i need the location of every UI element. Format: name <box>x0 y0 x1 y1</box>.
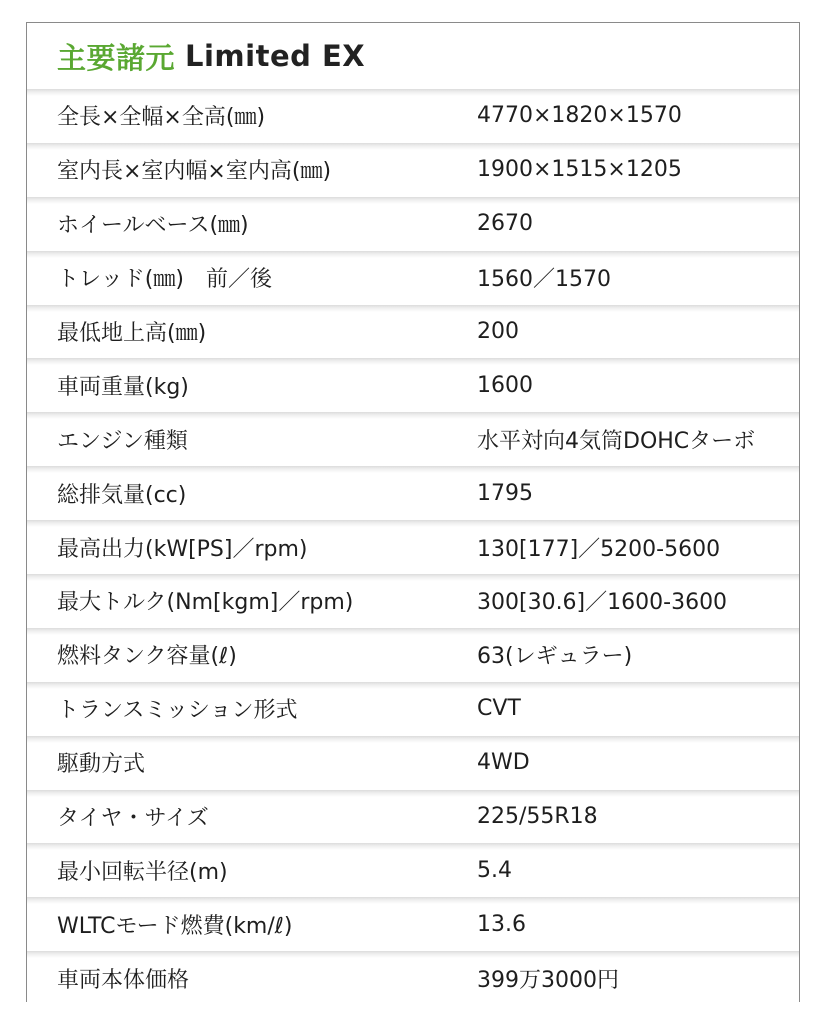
spec-label: 最小回転半径(m) <box>57 859 228 885</box>
spec-label: トランスミッション形式 <box>57 698 298 724</box>
spec-row-length-width-height <box>27 89 799 143</box>
spec-label: 燃料タンク容量(ℓ) <box>57 644 237 670</box>
spec-label: ホイールベース(㎜) <box>57 213 249 239</box>
spec-value: 1600 <box>477 372 533 398</box>
spec-row-engine-type <box>27 412 799 466</box>
spec-label: 車両重量(kg) <box>57 374 189 400</box>
spec-row-displacement <box>27 466 799 520</box>
spec-row-price <box>27 951 799 1005</box>
spec-row-drive-system <box>27 736 799 790</box>
spec-row-tire-size <box>27 790 799 844</box>
spec-label: 車両本体価格 <box>57 967 190 993</box>
spec-value: 300[30.6]／1600-3600 <box>477 590 728 616</box>
spec-value: 63(レギュラー) <box>477 644 633 670</box>
spec-label: トレッド(㎜) 前／後 <box>57 267 272 293</box>
spec-row-max-torque <box>27 574 799 628</box>
spec-row-vehicle-weight <box>27 358 799 412</box>
title-jp: 主要諸元 <box>57 40 176 75</box>
spec-value: 4770×1820×1570 <box>477 103 682 129</box>
spec-value: 2670 <box>477 211 533 237</box>
spec-value: 13.6 <box>477 911 526 937</box>
spec-label: 最高出力(kW[PS]／rpm) <box>57 536 308 562</box>
spec-value: 4WD <box>477 750 530 776</box>
spec-value: 200 <box>477 319 519 344</box>
spec-rows <box>27 89 799 1005</box>
spec-row-wheelbase <box>27 197 799 251</box>
spec-row-turning-radius <box>27 843 799 897</box>
spec-value: 225/55R18 <box>477 804 598 830</box>
spec-value: 399万3000円 <box>477 967 619 993</box>
spec-row-interior-dimensions <box>27 143 799 197</box>
spec-label: 総排気量(cc) <box>57 482 187 508</box>
spec-value: 5.4 <box>477 857 512 883</box>
spec-value: 1795 <box>477 480 533 506</box>
spec-label: 室内長×室内幅×室内高(㎜) <box>57 159 332 185</box>
spec-label: 駆動方式 <box>57 752 146 778</box>
spec-row-ground-clearance <box>27 305 799 359</box>
spec-value: 130[177]／5200-5600 <box>477 536 721 562</box>
spec-row-wltc-fuel-economy <box>27 897 799 951</box>
spec-value: CVT <box>477 696 521 722</box>
spec-row-fuel-tank <box>27 628 799 682</box>
spec-label: エンジン種類 <box>57 428 188 454</box>
spec-value: 水平対向4気筒DOHCターボ <box>477 428 756 454</box>
spec-row-tread <box>27 251 799 305</box>
spec-label: タイヤ・サイズ <box>57 806 209 832</box>
spec-row-max-power <box>27 520 799 574</box>
spec-table <box>26 22 800 1002</box>
table-title <box>27 23 799 89</box>
spec-label: 最低地上高(㎜) <box>57 321 207 346</box>
spec-label: 全長×全幅×全高(㎜) <box>57 105 266 131</box>
spec-row-transmission <box>27 682 799 736</box>
spec-label: 最大トルク(Nm[kgm]／rpm) <box>57 590 354 616</box>
spec-value: 1900×1515×1205 <box>477 157 682 183</box>
title-model: Limited EX <box>185 39 366 73</box>
spec-label: WLTCモード燃費(km/ℓ) <box>57 913 293 939</box>
spec-value: 1560／1570 <box>477 267 611 293</box>
